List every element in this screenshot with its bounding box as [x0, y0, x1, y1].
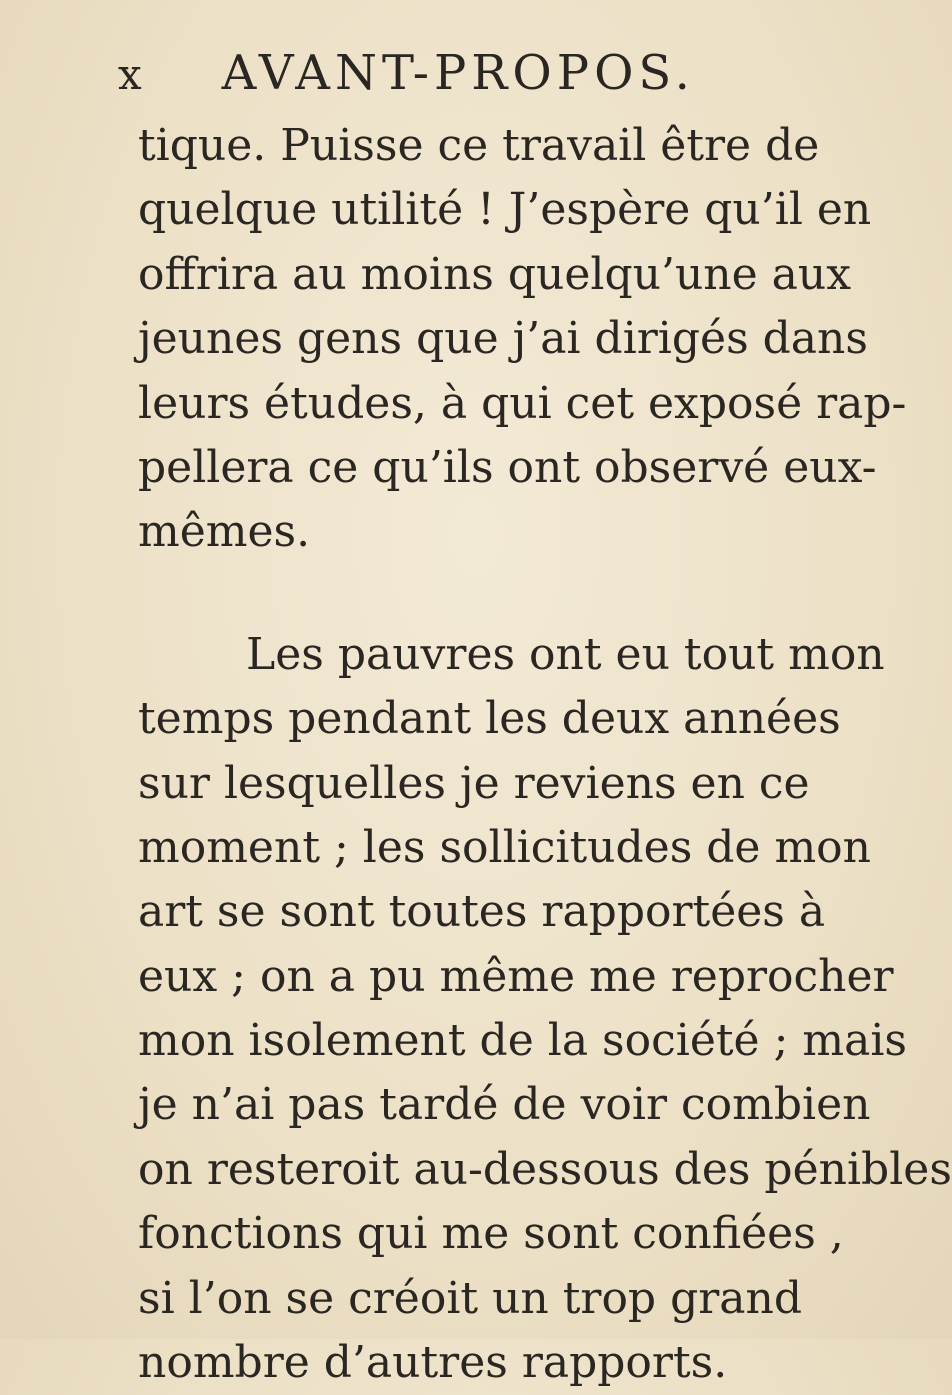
text-line: temps pendant les deux années	[138, 693, 841, 745]
running-head-title: AVANT-PROPOS.	[221, 45, 695, 101]
text-line: nombre d’autres rapports.	[138, 1337, 728, 1389]
text-line: fonctions qui me sont confiées ,	[138, 1208, 844, 1260]
text-line: tique. Puisse ce travail être de	[138, 120, 820, 171]
paragraph-gap	[138, 565, 736, 623]
text-line: sur lesquelles je reviens en ce	[138, 757, 810, 809]
text-line: on resteroit au-dessous des pénibles	[138, 1143, 952, 1195]
text-line: quelque utilité ! J’espère qu’il en	[138, 184, 872, 236]
text-line: si l’on se créoit un trop grand	[138, 1272, 803, 1324]
running-head	[118, 42, 738, 102]
paragraph-2	[138, 623, 952, 1395]
text-line: leurs études, à qui cet exposé rap-	[138, 377, 907, 429]
text-line: jeunes gens que j’ai dirigés dans	[138, 313, 868, 365]
text-line: Les pauvres ont eu tout mon	[246, 628, 885, 680]
paragraph-1	[138, 114, 907, 565]
body-text	[138, 114, 952, 1395]
text-line: mon isolement de la société ; mais	[138, 1015, 907, 1067]
text-line: offrira au moins quelqu’une aux	[138, 248, 852, 300]
text-line: art se sont toutes rapportées à	[138, 886, 826, 938]
page-number: x	[118, 50, 142, 99]
text-line: moment ; les sollicitudes de mon	[138, 821, 872, 873]
text-line: pellera ce qu’ils ont observé eux-	[138, 441, 877, 493]
text-line: mêmes.	[138, 506, 311, 558]
text-line: je n’ai pas tardé de voir combien	[138, 1079, 871, 1131]
text-line: eux ; on a pu même me reprocher	[138, 950, 894, 1002]
